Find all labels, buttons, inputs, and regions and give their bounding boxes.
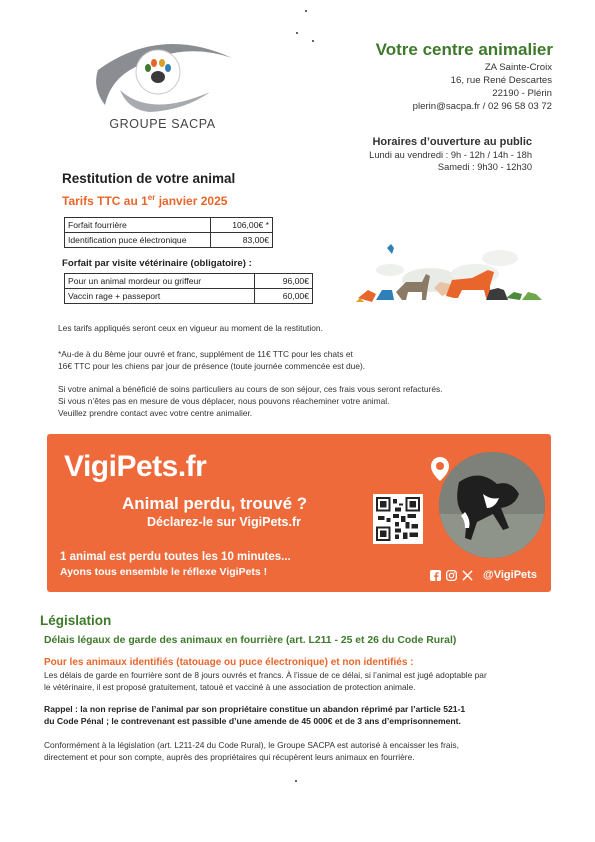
- legislation-paragraph-3-line-1: Conformément à la législation (art. L211-24 du Code Rural), le Groupe SACPA est autorisé à encaisser les frais,: [44, 740, 459, 750]
- scan-speck: [312, 40, 314, 42]
- table-row: [65, 274, 313, 289]
- contact-line: plerin@sacpa.fr / 02 96 58 03 72: [412, 101, 552, 112]
- logo-text: GROUPE SACPA: [109, 117, 216, 131]
- banner-subheading: Déclarez-le sur VigiPets.fr: [147, 515, 302, 529]
- hours-weekdays: Lundi au vendredi : 9h - 12h / 14h - 18h: [369, 150, 532, 160]
- center-title: Votre centre animalier: [375, 40, 553, 59]
- table-row: [65, 233, 273, 248]
- legislation-paragraph-1-line-2: le vétérinaire, il est proposé gratuitement, tatoué et vacciné à une association de protection animale.: [44, 682, 416, 692]
- table-row: [65, 289, 313, 304]
- notes-tarifs: Les tarifs appliqués seront ceux en vigueur au moment de la restitution.: [58, 323, 323, 333]
- fee-label: Identification puce électronique: [65, 233, 211, 248]
- table-row: [65, 218, 273, 233]
- fee-label: Vaccin rage + passeport: [65, 289, 255, 304]
- notes-soins: Si votre animal a bénéficié de soins particuliers au cours de son séjour, ces frais vous seront refacturés.: [58, 384, 443, 394]
- address-line-3: 22190 - Plérin: [492, 88, 552, 99]
- fee-label: Forfait fourrière: [65, 218, 211, 233]
- legislation-paragraph-1-line-1: Les délais de garde en fourrière sont de 8 jours ouvrés et francs. À l’issue de ce délai, si l’animal est jugé adoptable par: [44, 670, 487, 680]
- legislation-reminder-line-2: du Code Pénal ; le contrevenant est passible d’une amende de 45 000€ et de 3 ans d’emprisonnement.: [44, 716, 461, 726]
- notes-supplement-2: 16€ TTC pour les chiens par jour de présence (toute journée commencée est due).: [58, 361, 366, 371]
- animals-illustration: [350, 240, 550, 312]
- instagram-icon[interactable]: [445, 569, 457, 581]
- fee-label: Pour un animal mordeur ou griffeur: [65, 274, 255, 289]
- location-pin-icon: [425, 454, 455, 484]
- legislation-title: Législation: [40, 613, 112, 628]
- scan-speck: [296, 32, 298, 34]
- scan-speck: [295, 780, 297, 782]
- fee-value: 96,00€: [255, 274, 313, 289]
- identified-animals-title: Pour les animaux identifiés (tatouage ou puce électronique) et non identifiés :: [44, 657, 414, 668]
- fees-table: [64, 217, 273, 248]
- vet-fees-title: Forfait par visite vétérinaire (obligatoire) :: [62, 258, 252, 269]
- fee-value: 106,00€ *: [211, 218, 273, 233]
- x-icon[interactable]: [461, 569, 473, 581]
- facebook-icon[interactable]: [429, 569, 441, 581]
- fee-value: 83,00€: [211, 233, 273, 248]
- social-links: [429, 569, 537, 581]
- notes-supplement-1: *Au-de à du 8ème jour ouvré et franc, supplément de 11€ TTC pour les chats et: [58, 349, 353, 359]
- qr-code: [373, 494, 423, 544]
- social-handle[interactable]: @VigiPets: [483, 569, 537, 581]
- hours-title: Horaires d’ouverture au public: [372, 136, 532, 148]
- scan-speck: [305, 10, 307, 12]
- delais-title: Délais légaux de garde des animaux en fourrière (art. L211 - 25 et 26 du Code Rural): [44, 635, 457, 646]
- tarifs-title: Tarifs TTC au 1er janvier 2025: [62, 193, 228, 208]
- vet-fees-table: [64, 273, 313, 304]
- vigipets-banner: [47, 434, 551, 592]
- notes-contact: Veuillez prendre contact avec votre centre animalier.: [58, 408, 253, 418]
- banner-cta: Ayons tous ensemble le réflexe VigiPets !: [60, 566, 268, 578]
- restitution-title: Restitution de votre animal: [62, 171, 236, 186]
- banner-stat: 1 animal est perdu toutes les 10 minutes...: [60, 551, 291, 563]
- address-line-1: ZA Sainte-Croix: [484, 62, 552, 73]
- notes-deplacement: Si vous n’êtes pas en mesure de vous déplacer, nous pouvons réacheminer votre animal.: [58, 396, 390, 406]
- address-line-2: 16, rue René Descartes: [450, 75, 552, 86]
- legislation-paragraph-3-line-2: directement et pour son compte, auprès des propriétaires qui récupèrent leurs animaux en fourrière.: [44, 752, 415, 762]
- banner-brand: VigiPets.fr: [64, 450, 207, 483]
- banner-heading: Animal perdu, trouvé ?: [122, 494, 308, 513]
- fee-value: 60,00€: [255, 289, 313, 304]
- hours-saturday: Samedi : 9h30 - 12h30: [437, 162, 532, 172]
- legislation-reminder-line-1: Rappel : la non reprise de l’animal par son propriétaire constitue un abandon réprimé par l’article 521-1: [44, 704, 466, 714]
